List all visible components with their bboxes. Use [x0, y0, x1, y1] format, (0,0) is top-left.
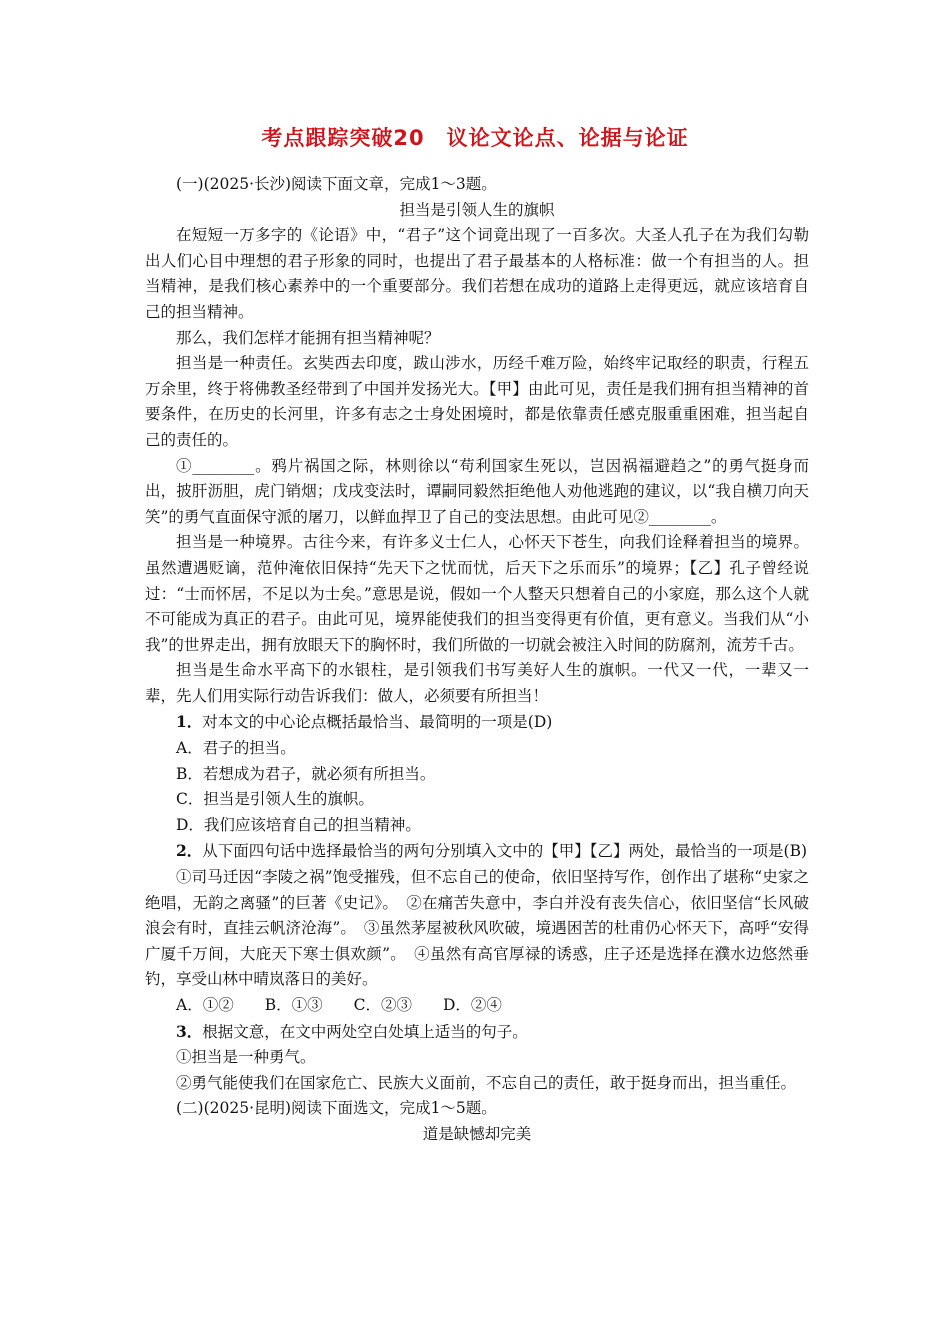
- question-2: [145, 838, 809, 865]
- question-3: [145, 1019, 809, 1046]
- question-2-passage: ①司马迁因“李陵之祸”饱受摧残，但不忘自己的使命，依旧坚持写作，创作出了堪称“史家之绝唱，无韵之离骚”的巨著《史记》。 ②在痛苦失意中，李白并没有丧失信心，依旧坚信“长风破浪会有时，直挂云帆济沧海”。 ③虽然茅屋被秋风吹破，境遇困苦的杜甫仍心怀天下，高呼“安得广厦千万间，大庇天下寒士俱欢颜”。 ④虽然有高官厚禄的诱惑，庄子还是选择在濮水边悠然垂钓，享受山林中晴岚落日的美好。: [145, 868, 809, 989]
- question-stem: 对本文的中心论点概括最恰当、最简明的一项是(D): [202, 713, 553, 732]
- paragraph: 担当是一种责任。玄奘西去印度，跋山涉水，历经千难万险，始终牢记取经的职责，行程五万余里，终于将佛教圣经带到了中国并发扬光大。【甲】由此可见，责任是我们拥有担当精神的首要条件，在历史的长河里，许多有志之士身处困境时，都是依靠责任感克服重重困难，担当起自己的责任的。: [145, 354, 809, 449]
- page-title: 考点跟踪突破20 议论文论点、论据与论证: [261, 126, 689, 150]
- question-2-options: A．①② B．①③ C．②③ D．②④: [176, 996, 502, 1014]
- question-number: 3．: [176, 1021, 203, 1041]
- document-body: [145, 172, 809, 1148]
- article-title-2: 道是缺憾却完美: [422, 1124, 532, 1143]
- paragraph: 在短短一万多字的《论语》中，“君子”这个词竟出现了一百多次。大圣人孔子在为我们勾勒出人们心目中理想的君子形象的同时，也提出了君子最基本的人格标准：做一个有担当的人。担当精神，是我们核心素养中的一个重要部分。我们若想在成功的道路上走得更远，就应该培育自己的担当精神。: [145, 226, 809, 321]
- paragraph: 那么，我们怎样才能拥有担当精神呢？: [176, 328, 440, 347]
- option: B．若想成为君子，就必须有所担当。: [176, 764, 436, 783]
- answer: ②勇气能使我们在国家危亡、民族大义面前，不忘自己的责任，敢于挺身而出，担当重任。: [176, 1073, 797, 1092]
- question-number: 1．: [176, 712, 203, 732]
- option: A．君子的担当。: [176, 739, 296, 758]
- question-stem: 从下面四句话中选择最恰当的两句分别填入文中的【甲】【乙】两处，最恰当的一项是(B): [202, 842, 808, 861]
- article-title: 担当是引领人生的旗帜: [399, 200, 555, 219]
- answer: ①担当是一种勇气。: [176, 1048, 316, 1067]
- section1-intro: (一)(2025·长沙)阅读下面文章，完成1～3题。: [176, 175, 497, 193]
- question-number: 2．: [176, 841, 203, 861]
- paragraph: 担当是生命水平高下的水银柱，是引领我们书写美好人生的旗帜。一代又一代，一辈又一辈，先人们用实际行动告诉我们：做人，必须要有所担当！: [145, 661, 809, 705]
- question-1: [145, 709, 809, 736]
- option: D．我们应该培育自己的担当精神。: [176, 815, 421, 834]
- paragraph: 担当是一种境界。古往今来，有许多义士仁人，心怀天下苍生，向我们诠释着担当的境界。虽然遭遇贬谪，范仲淹依旧保持“先天下之忧而忧，后天下之乐而乐”的境界；【乙】孔子曾经说过：“士而怀居，不足以为士矣。”意思是说，假如一个人整天只想着自己的小家庭，那么这个人就不可能成为真正的君子。由此可见，境界能使我们的担当变得更有价值，更有意义。当我们从“小我”的世界走出，拥有放眼天下的胸怀时，我们所做的一切就会被注入时间的防腐剂，流芳千古。: [145, 533, 809, 654]
- question-stem: 根据文意，在文中两处空白处填上适当的句子。: [202, 1022, 528, 1041]
- option: C．担当是引领人生的旗帜。: [176, 790, 374, 809]
- section2-intro: (二)(2025·昆明)阅读下面选文，完成1～5题。: [176, 1099, 497, 1118]
- paragraph: ①________。鸦片祸国之际，林则徐以“苟利国家生死以，岂因祸福避趋之”的勇气挺身而出，披肝沥胆，虎门销烟；戊戌变法时，谭嗣同毅然拒绝他人劝他逃跑的建议，以“我自横刀向天笑”的勇气直面保守派的屠刀，以鲜血捍卫了自己的变法思想。由此可见②________。: [145, 456, 809, 526]
